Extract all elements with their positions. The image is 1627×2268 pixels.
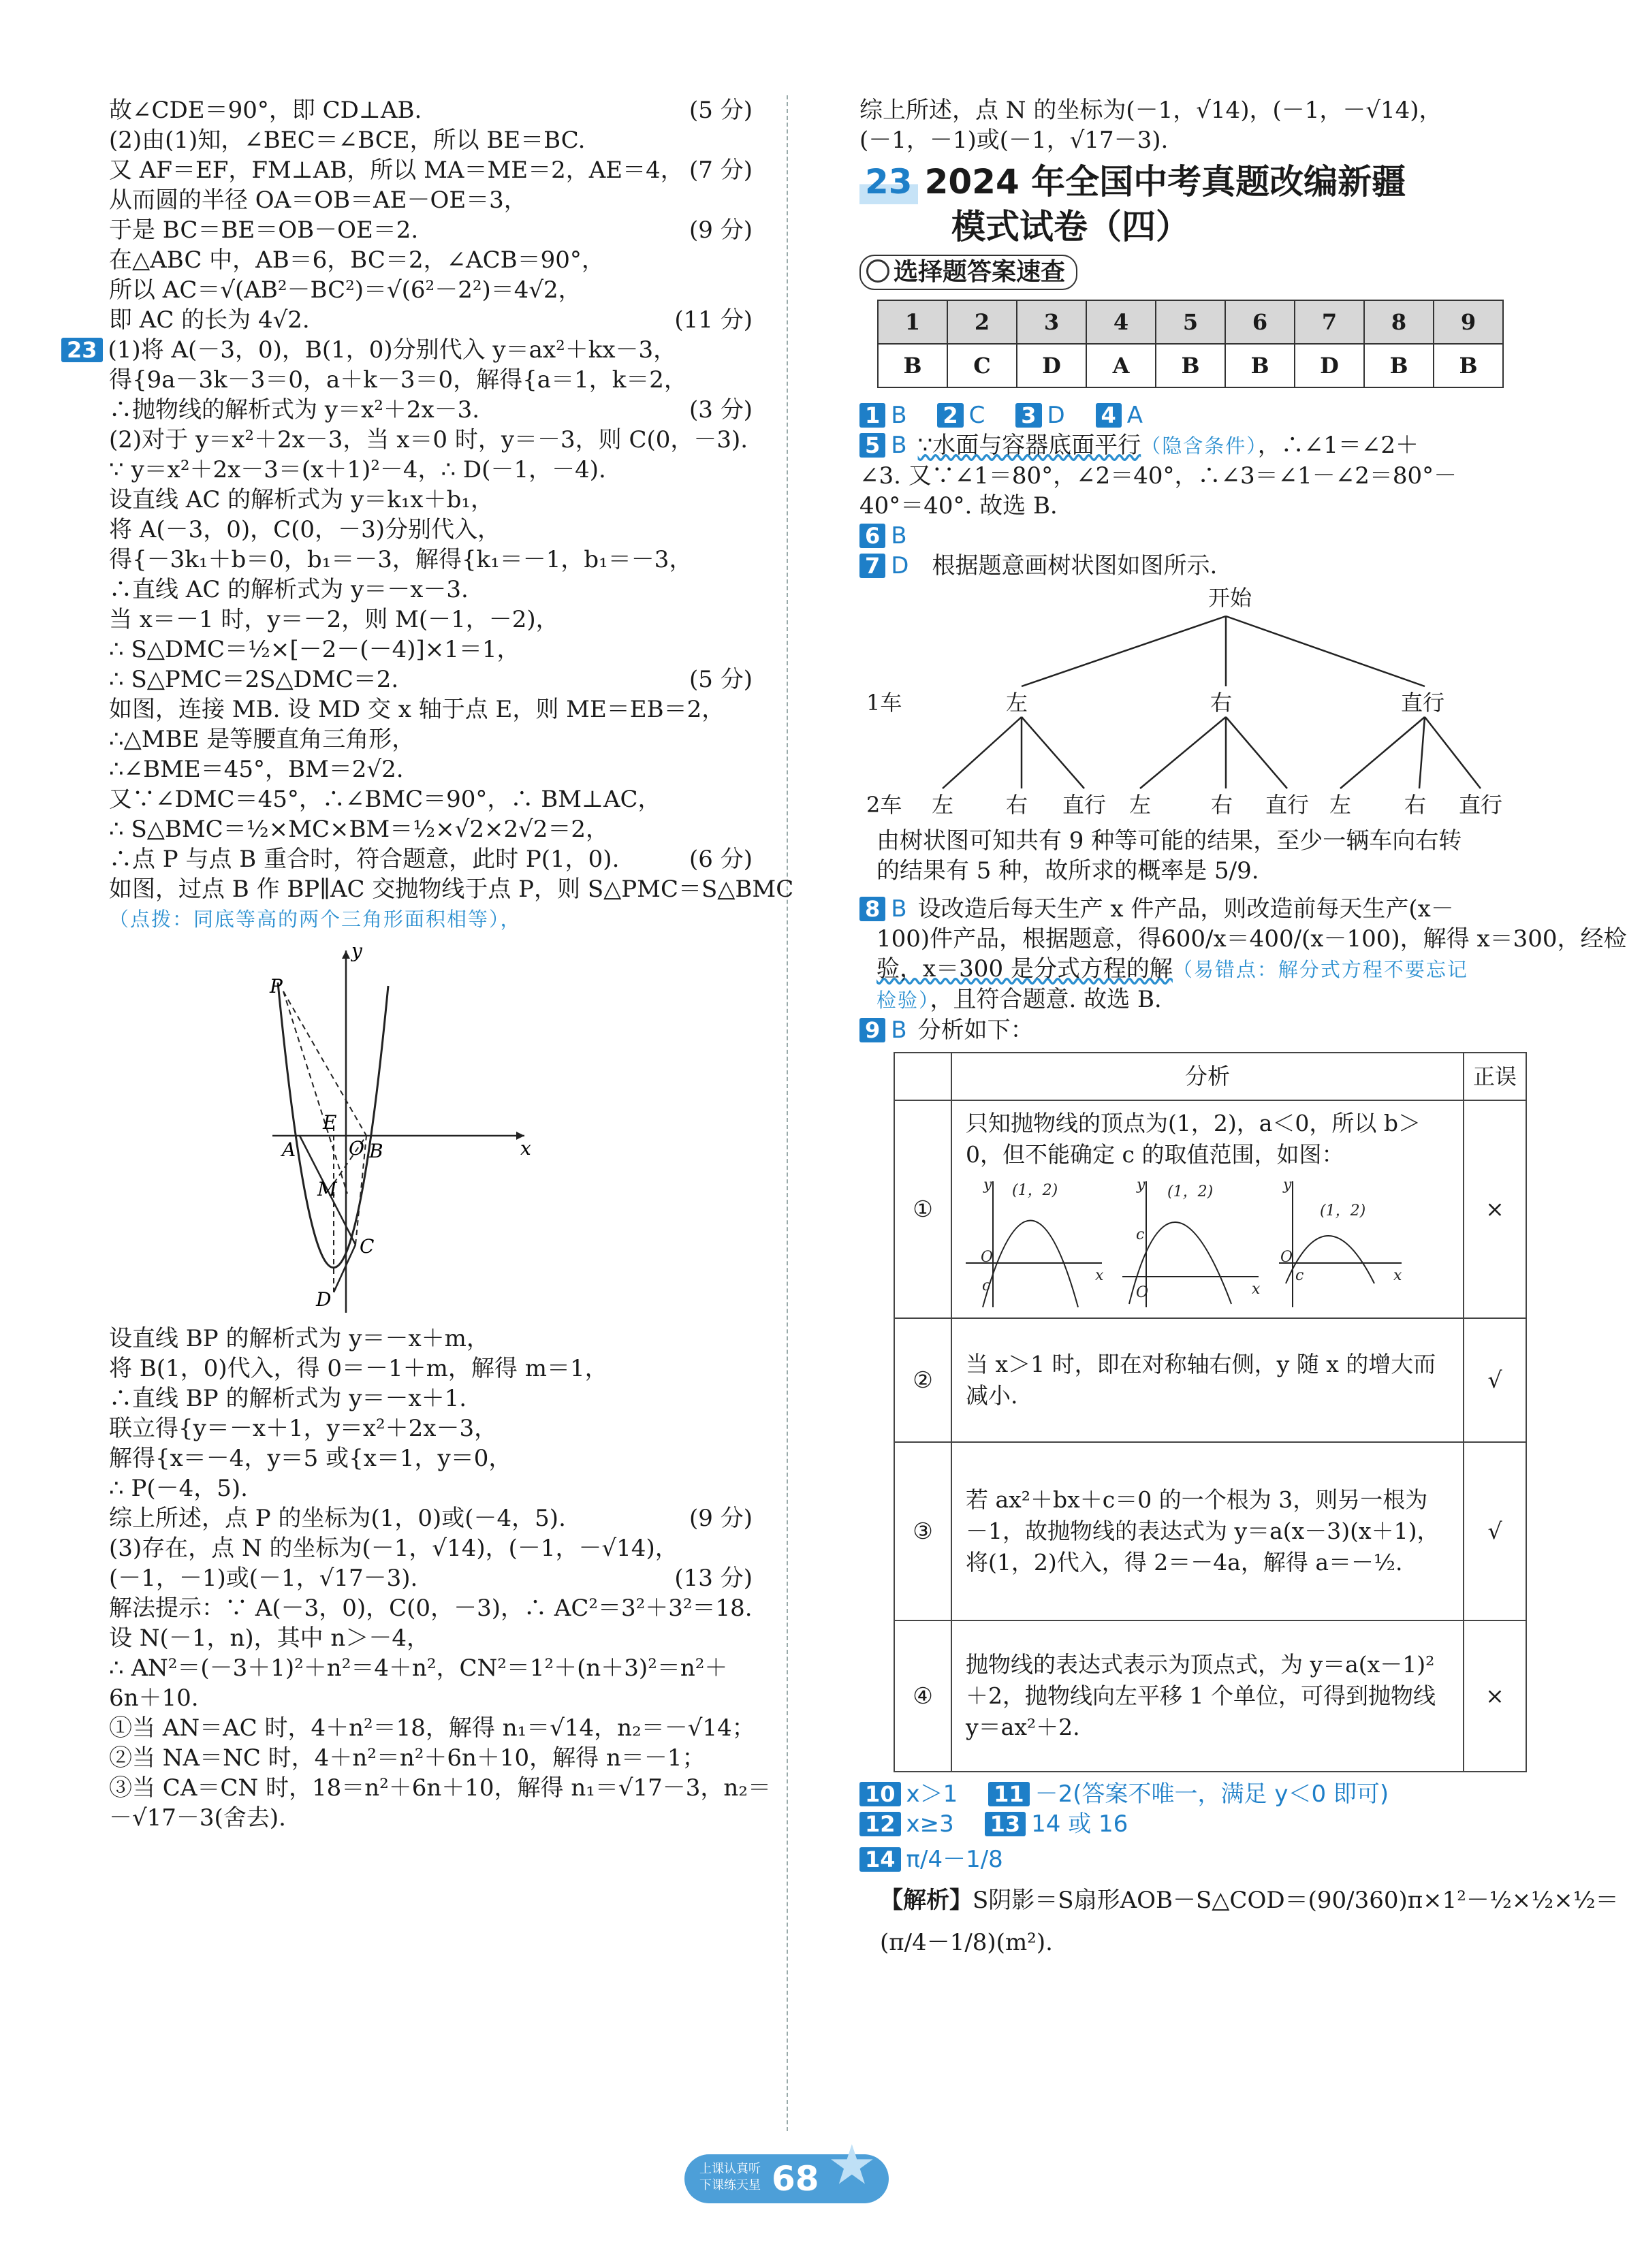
label-d: D [316, 1288, 332, 1311]
score-points: (13 分) [674, 1565, 753, 1592]
svg-text:左: 左 [1329, 792, 1352, 818]
question-number: 23 [61, 338, 103, 362]
answer-key-number: 5 [1156, 300, 1225, 344]
answer-key-number: 1 [878, 300, 947, 344]
text-line: 设直线 BP 的解析式为 y＝－x＋m， [109, 1325, 490, 1352]
svg-text:(1，2): (1，2) [1320, 1202, 1366, 1219]
explanation: 【解析】S阴影＝S扇形AOB－S△COD＝(90/360)π×1²－½×½×½＝ [880, 1887, 1619, 1914]
text-line: 当 x＝－1 时，y＝－2，则 M(－1，－2)， [109, 606, 559, 633]
text-line: ∴抛物线的解析式为 y＝x²＋2x－3. (3 分) [109, 396, 753, 424]
svg-text:(1，2): (1，2) [1012, 1182, 1058, 1199]
svg-text:c: c [1136, 1226, 1145, 1243]
text-line: 综上所述，点 P 的坐标为(1，0)或(－4，5). (9 分) [109, 1505, 753, 1532]
q8-solution: 8 B 设改造后每天生产 x 件产品，则改造前每天生产(x－ [859, 894, 1513, 924]
svg-text:O: O [1280, 1249, 1293, 1266]
line-pm [283, 991, 347, 1194]
header-verdict: 正误 [1464, 1053, 1526, 1100]
svg-text:y: y [983, 1177, 992, 1194]
label-o: O [349, 1137, 364, 1160]
conclusion-line: (－1，－1)或(－1，√17－3). [859, 127, 1169, 154]
label-b: B [369, 1140, 383, 1162]
text-line: 得{－3k₁＋b＝0，b₁＝－3，解得{k₁＝－1，b₁＝－3， [109, 546, 693, 573]
answer-key-number: 6 [1225, 300, 1295, 344]
text-line: (2)由(1)知，∠BEC＝∠BCE，所以 BE＝BC. [109, 127, 586, 154]
label-p: P [270, 975, 283, 997]
svg-text:O: O [981, 1249, 994, 1266]
score-points: (5 分) [689, 97, 753, 124]
text-line: 即 AC 的长为 4√2. (11 分) [109, 306, 753, 334]
text-line: 如图，连接 MB. 设 MD 交 x 轴于点 E，则 ME＝EB＝2， [109, 696, 725, 723]
right-column: 综上所述，点 N 的坐标为(－1，√14)，(－1，－√14)， (－1，－1)或(－1，√17－3). 23 2024 年全国中考真题改编新疆 模式试卷（四） 选择题答案速查 1 2 3 4 5 6 7 8 9 B C D A B B D B B 1 B 2 C 3 D 4 A 5 B ∵水面与容器底面平行（隐含条件），∴∠1＝∠2＋ ∠3. 又∵∠1＝80°，∠2＝40°，∴∠3＝∠1－∠2＝80°－ 40°＝40°. 故选 B. 6 B 7 D 根据题意画树状图如图所示. 开始 1车 2车 左 右 直行 左 右 直行 左 右 直行 左 右 直行 由树状图可知共有 9 种等可能的结果，至少一辆车向右转 的结果有 5 种，故所求的概率是 5/9. 8 B 设改造后每天生产 x 件产品，则改造前每天生产(x－ 100)件产品，根据题意，得600/x＝400/(x－100)，解得 x＝300，经检 验，x＝300 是分式方程的解（易错点：解分式方程不要忘记 检验），且符合题意. 故选 B. 9 B 分析如下： 分析 正误 ① 只知抛物线的顶点为(1，2)，a＜0，所以 b＞0，但不能确定 c 的取值范围，如图： y (1，2) O x c y (1，2) O x c y (1，2) O x c × ② 当 x＞1 时，即在对称轴右侧，y 随 x 的增大而减小. √ ③ 若 ax²＋bx＋c＝0 的一个根为 3，则另一根为－1，故抛物线的表达式为 y＝a(x－3)(x＋1)，将(1，2)代入，得 2＝－4a，解得 a＝－½. √ ④ 抛物线的表达式表示为顶点式，为 y＝a(x－1)²＋2，抛物线向左平移 1 个单位，可得到抛物线 y＝ax²＋2. × 10 x＞1 11 －2(答案不唯一，满足 y＜0 即可) 12 x≥3 13 14 或 16 14 π/4－1/8 【解析】S阴影＝S扇形AOB－S△COD＝(90/360)π×1²－½×½×½＝ (π/4－1/8)(m²). [859, 97, 1627, 1956]
text-line: (－1，－1)或(－1，√17－3). (13 分) [109, 1565, 753, 1592]
svg-text:直行: 直行 [1459, 792, 1503, 818]
text-line: 如图，过点 B 作 BP∥AC 交抛物线于点 P，则 S△PMC＝S△BMC [109, 876, 794, 903]
text-line: ∴ P(－4，5). [109, 1475, 248, 1502]
quick-answer-tag: 选择题答案速查 [859, 255, 1077, 290]
column-divider [787, 95, 788, 2131]
paper-number: 23 [859, 159, 918, 204]
text-line: (3)存在，点 N 的坐标为(－1，√14)，(－1，－√14)， [109, 1535, 678, 1562]
score-points: (9 分) [689, 217, 753, 244]
svg-text:y: y [1283, 1177, 1292, 1194]
answers-row-1: 1 B 2 C 3 D 4 A [859, 400, 1513, 430]
text-line: ∴∠BME＝45°，BM＝2√2. [109, 756, 404, 783]
text-line: 联立得{y＝－x＋1，y＝x²＋2x－3， [109, 1415, 498, 1442]
svg-text:右: 右 [1211, 792, 1233, 818]
text-line: ∴△MBE 是等腰直角三角形， [109, 726, 415, 753]
text-line: 解得{x＝－4，y＝5 或{x＝1，y＝0， [109, 1445, 512, 1472]
text-line: 解法提示：∵ A(－3，0)，C(0，－3)，∴ AC²＝3²＋3²＝18. [109, 1595, 753, 1622]
svg-text:y: y [1137, 1177, 1146, 1194]
answer-key-table [877, 300, 1504, 388]
answer-key-number: 2 [947, 300, 1017, 344]
tree-car2: 2车 [866, 792, 902, 818]
text-line: ∴点 P 与点 B 重合时，符合题意，此时 P(1，0). (6 分) [109, 846, 753, 873]
text-line: 从而圆的半径 OA＝OB＝AE－OE＝3， [109, 187, 527, 214]
text-line: ③当 CA＝CN 时，18＝n²＋6n＋10，解得 n₁＝√17－3，n₂＝ [109, 1774, 771, 1802]
svg-text:右: 右 [1404, 792, 1427, 818]
answer-key-choice: B [1364, 344, 1434, 387]
svg-text:x: x [1393, 1267, 1402, 1284]
text-line: 故∠CDE＝90°，即 CD⊥AB. (5 分) [109, 97, 753, 124]
text-line: ∴ S△DMC＝½×[－2－(－4)]×1＝1， [109, 636, 520, 663]
q5-solution: 5 B ∵水面与容器底面平行（隐含条件），∴∠1＝∠2＋ [859, 430, 1513, 461]
answer-key-number: 7 [1295, 300, 1364, 344]
page-number: 68 [772, 2159, 819, 2199]
score-points: (9 分) [689, 1505, 753, 1532]
text-line: 于是 BC＝BE＝OB－OE＝2. (9 分) [109, 217, 753, 244]
text-line: －√17－3(舍去). [109, 1804, 286, 1832]
solution-part-b [109, 1324, 771, 1833]
answer-key-number: 4 [1086, 300, 1156, 344]
svg-text:x: x [1252, 1281, 1261, 1298]
text-line: ∴ S△BMC＝½×MC×BM＝½×√2×2√2＝2， [109, 816, 610, 843]
answer-key-choice: B [878, 344, 947, 387]
text-line: (2)对于 y＝x²＋2x－3，当 x＝0 时，y＝－3，则 C(0，－3). [109, 426, 748, 453]
q6-answer: 6 B [859, 521, 1513, 551]
svg-text:x: x [1095, 1267, 1104, 1284]
tree-car1: 1车 [866, 690, 902, 716]
label-c: C [360, 1235, 375, 1258]
svg-text:直行: 直行 [1401, 690, 1445, 716]
text-line: 设 N(－1，n)，其中 n＞－4， [109, 1625, 430, 1652]
label-m: M [317, 1178, 337, 1200]
table-row: ① 只知抛物线的顶点为(1，2)，a＜0，所以 b＞0，但不能确定 c 的取值范围，如图： y (1，2) O x c y (1，2) O x c y (1，2) O x c × [894, 1100, 1526, 1318]
q7-solution: 7 D 根据题意画树状图如图所示. [859, 551, 1513, 581]
parabola-graph [272, 938, 565, 1320]
svg-text:c: c [1295, 1267, 1304, 1284]
solution-part-a [109, 95, 753, 335]
svg-text:c: c [982, 1277, 991, 1294]
answer-key-number: 3 [1017, 300, 1086, 344]
answer-key-choice: C [947, 344, 1017, 387]
svg-text:O: O [1136, 1284, 1149, 1301]
answer-key-choice: B [1156, 344, 1225, 387]
text-line: 又 AF＝EF，FM⊥AB，所以 MA＝ME＝2，AE＝4， (7 分) [109, 157, 753, 184]
text-line: ∴直线 AC 的解析式为 y＝－x－3. [109, 576, 469, 603]
text-line: ∴ AN²＝(－3＋1)²＋n²＝4＋n²，CN²＝1²＋(n＋3)²＝n²＋ [109, 1655, 728, 1682]
hint-text: （点拨：同底等高的两个三角形面积相等）， [109, 908, 522, 931]
q9-solution: 9 B 分析如下： [859, 1015, 1513, 1045]
page-footer: 上课认真听 下课练天星 68 ★ [684, 2138, 902, 2213]
conclusion-line: 综上所述，点 N 的坐标为(－1，√14)，(－1，－√14)， [859, 97, 1442, 124]
score-points: (3 分) [689, 396, 753, 424]
fill-answers-row: 14 π/4－1/8 [859, 1844, 1513, 1874]
search-icon [866, 259, 889, 283]
text-line: 又∵∠DMC＝45°，∴∠BMC＝90°，∴ BM⊥AC， [109, 786, 661, 813]
label-a: A [282, 1138, 296, 1161]
fill-answers-row: 10 x＞1 11 －2(答案不唯一，满足 y＜0 即可) [859, 1779, 1513, 1809]
answer-key-number: 9 [1434, 300, 1503, 344]
solution-q23 [109, 365, 794, 904]
score-points: (6 分) [689, 846, 753, 873]
label-e: E [323, 1111, 337, 1134]
svg-text:左: 左 [1129, 792, 1152, 818]
answer-key-choice: D [1017, 344, 1086, 387]
text-line: ∴直线 BP 的解析式为 y＝－x＋1. [109, 1385, 467, 1412]
label-y: y [351, 940, 362, 962]
answer-key-choice: B [1434, 344, 1503, 387]
analysis-table [894, 1052, 1527, 1772]
svg-text:左: 左 [1006, 690, 1028, 716]
text-line: 在△ABC 中，AB＝6，BC＝2，∠ACB＝90°， [109, 246, 605, 274]
text-line: 设直线 AC 的解析式为 y＝k₁x＋b₁， [109, 486, 494, 513]
score-points: (5 分) [689, 666, 753, 693]
text-line: ∵ y＝x²＋2x－3＝(x＋1)²－4，∴ D(－1，－4). [109, 456, 606, 483]
left-column [67, 95, 794, 1833]
text-line: ①当 AN＝AC 时，4＋n²＝18，解得 n₁＝√14，n₂＝－√14； [109, 1714, 755, 1742]
label-x: x [520, 1137, 531, 1160]
svg-text:直行: 直行 [1062, 792, 1107, 818]
text-line: 6n＋10. [109, 1684, 199, 1712]
svg-text:右: 右 [1210, 690, 1233, 716]
table-row: ④ 抛物线的表达式表示为顶点式，为 y＝a(x－1)²＋2，抛物线向左平移 1 个单位，可得到抛物线 y＝ax²＋2. × [894, 1620, 1526, 1772]
score-points: (11 分) [674, 306, 753, 334]
table-row: ③ 若 ax²＋bx＋c＝0 的一个根为 3，则另一根为－1，故抛物线的表达式为 y＝a(x－3)(x＋1)，将(1，2)代入，得 2＝－4a，解得 a＝－½. √ [894, 1442, 1526, 1620]
paper-title: 23 2024 年全国中考真题改编新疆 模式试卷（四） [859, 159, 1513, 249]
text-line: 将 A(－3，0)，C(0，－3)分别代入， [109, 516, 501, 543]
answer-key-number: 8 [1364, 300, 1434, 344]
tree-diagram [859, 581, 1513, 826]
text-line: ∴ S△PMC＝2S△DMC＝2. (5 分) [109, 666, 753, 693]
svg-text:左: 左 [932, 792, 954, 818]
text-line: 得{9a－3k－3＝0，a＋k－3＝0，解得{a＝1，k＝2， [109, 366, 687, 394]
fill-answers-row: 12 x≥3 13 14 或 16 [859, 1809, 1513, 1839]
svg-text:右: 右 [1006, 792, 1028, 818]
score-points: (7 分) [689, 157, 753, 184]
text-line: 所以 AC＝√(AB²－BC²)＝√(6²－2²)＝4√2， [109, 276, 582, 304]
header-analysis: 分析 [951, 1053, 1464, 1100]
text-line: 将 B(1，0)代入，得 0＝－1＋m，解得 m＝1， [109, 1355, 608, 1382]
answer-key-choice: A [1086, 344, 1156, 387]
star-mascot-icon: ★ [827, 2133, 876, 2197]
tree-start: 开始 [1208, 585, 1252, 611]
q23-first-line: 23 (1)将 A(－3，0)，B(1，0)分别代入 y＝ax²＋kx－3， [61, 335, 753, 365]
answer-key-choice: B [1225, 344, 1295, 387]
svg-text:(1，2): (1，2) [1167, 1183, 1214, 1200]
svg-text:直行: 直行 [1265, 792, 1310, 818]
mini-parabola-graphs [966, 1175, 1402, 1311]
text-line: ②当 NA＝NC 时，4＋n²＝n²＋6n＋10，解得 n＝－1； [109, 1744, 706, 1772]
table-row: ② 当 x＞1 时，即在对称轴右侧，y 随 x 的增大而减小. √ [894, 1318, 1526, 1442]
answer-key-choice: D [1295, 344, 1364, 387]
